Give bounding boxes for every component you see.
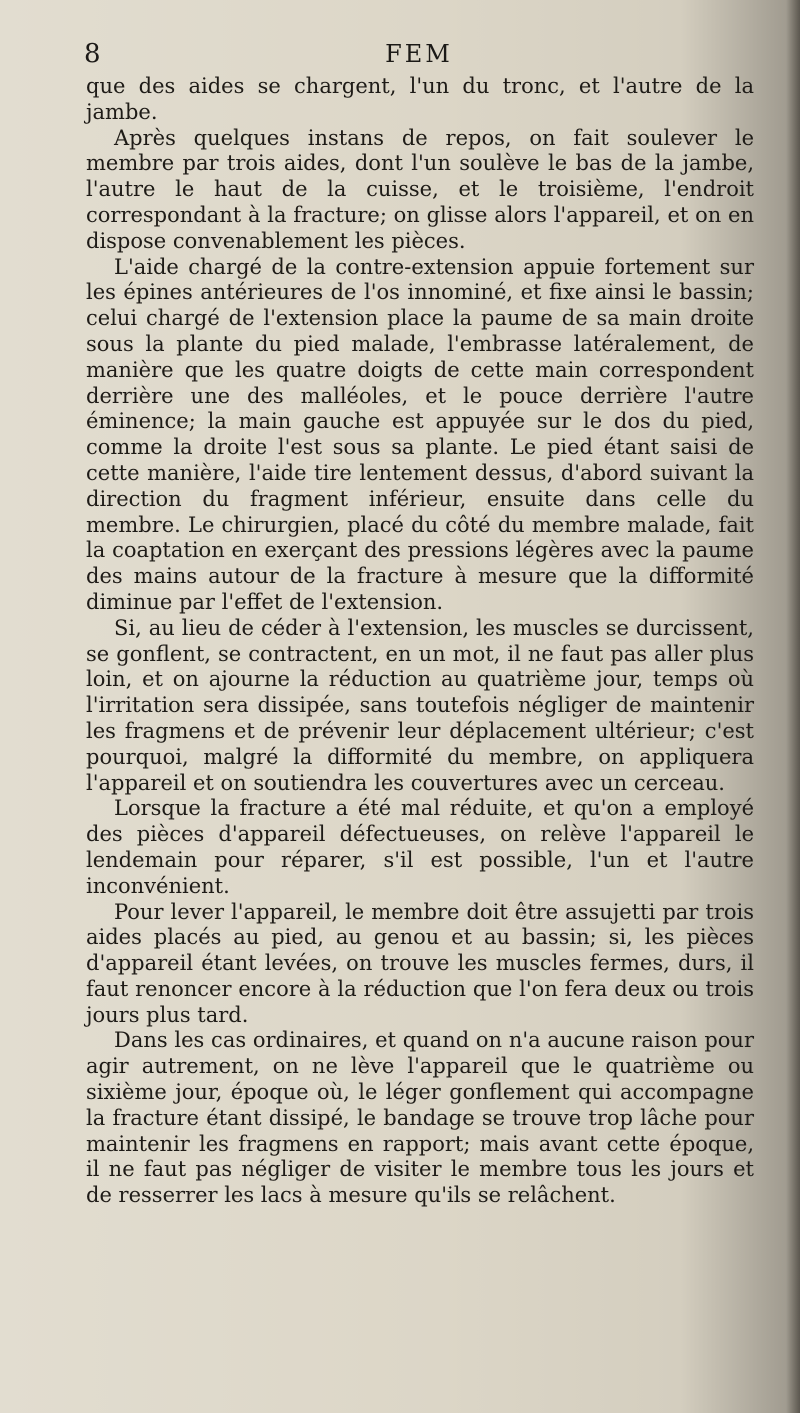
paragraph-5: Lorsque la fracture a été mal réduite, et qu'on a employé des pièces d'appareil défectueuses, on relève l'appareil le lendemain pour réparer, s'il est possible, l'un et l'autre inconvénient. [86,796,754,898]
page-header [84,38,754,70]
paragraph-2: Après quelques instans de repos, on fait soulever le membre par trois aides, dont l'un soulève le bas de la jambe, l'autre le haut de la cuisse, et le troisième, l'endroit correspondant à la fracture; on glisse alors l'appareil, et on en dispose convenablement les pièces. [86,125,754,253]
paragraph-3: L'aide chargé de la contre-extension appuie fortement sur les épines antérieures de l'os innominé, et fixe ainsi le bassin; celui chargé de l'extension place la paume de sa main droite sous la plante du pied malade, l'embrasse latéralement, de manière que les quatre doigts de cette main correspondent derrière une des malléoles, et le pouce derrière l'autre éminence; la main gauche est appuyée sur le dos du pied, comme la droite l'est sous sa plante. Le pied étant saisi de cette manière, l'aide tire lentement dessus, d'abord suivant la direction du fragment inférieur, ensuite dans celle du membre. Le chirurgien, placé du côté du membre malade, fait la coaptation en exerçant des pressions légères avec la paume des mains autour de la fracture à mesure que la difformité diminue par l'effet de l'extension. [86,254,754,614]
paragraph-6: Pour lever l'appareil, le membre doit être assujetti par trois aides placés au pied, au genou et au bassin; si, les pièces d'appareil étant levées, on trouve les muscles fermes, durs, il faut renoncer encore à la réduction que l'on fera deux ou trois jours plus tard. [86,899,754,1027]
running-head: FEM [385,40,453,68]
paragraph-4: Si, au lieu de céder à l'extension, les muscles se durcissent, se gonflent, se contractent, en un mot, il ne faut pas aller plus loin, et on ajourne la réduction au quatrième jour, temps où l'irritation sera dissipée, sans toutefois négliger de maintenir les fragmens et de prévenir leur déplacement ultérieur; c'est pourquoi, malgré la difformité du membre, on appliquera l'appareil et on soutiendra les couvertures avec un cerceau. [86,615,754,795]
body-text [86,74,754,1209]
paragraph-1: que des aides se chargent, l'un du tronc, et l'autre de la jambe. [86,74,754,124]
paragraph-7: Dans les cas ordinaires, et quand on n'a aucune raison pour agir autrement, on ne lève l'appareil que le quatrième ou sixième jour, époque où, le léger gonflement qui accompagne la fracture étant dissipé, le bandage se trouve trop lâche pour maintenir les fragmens en rapport; mais avant cette époque, il ne faut pas négliger de visiter le membre tous les jours et de resserrer les lacs à mesure qu'ils se relâchent. [86,1028,754,1208]
page-edge-shadow [786,0,800,1413]
page-number: 8 [84,39,101,69]
